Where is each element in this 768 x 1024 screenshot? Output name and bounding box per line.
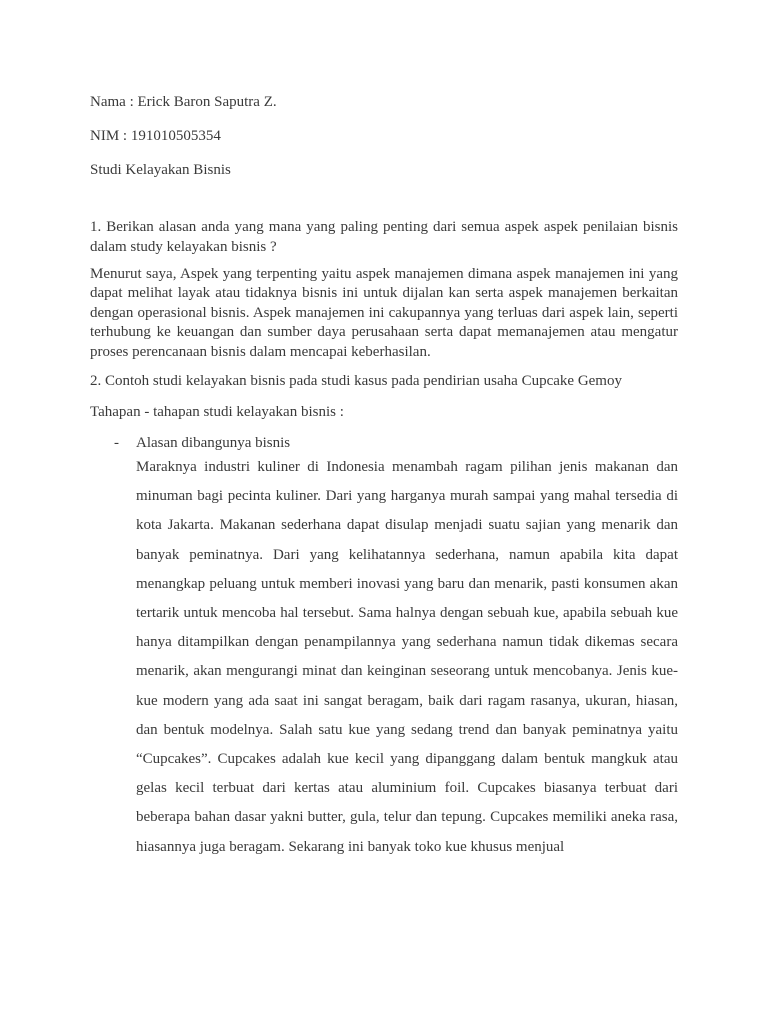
stages-intro: Tahapan - tahapan studi kelayakan bisnis : xyxy=(90,404,344,421)
spacer xyxy=(90,194,678,217)
bullet-dash: - xyxy=(114,435,119,452)
question-1: 1. Berikan alasan anda yang mana yang paling penting dari semua aspek aspek penilaian bisnis dalam study kelayakan bisnis ? xyxy=(90,219,678,255)
list-item-body: Maraknya industri kuliner di Indonesia menambah ragam pilihan jenis makanan dan minuman bagi pecinta kuliner. Dari yang harganya murah sampai yang mahal tersedia di kota Jakarta. Makanan sederhana dapat disulap menjadi suatu sajian yang menarik dan banyak peminatnya. Dari yang kelihatannya sederhana, namun apabila kita dapat menangkap peluang untuk memberi inovasi yang baru dan menarik, pasti konsumen akan tertarik untuk mencoba hal tersebut. Sama halnya dengan sebuah kue, apabila sebuah kue hanya ditampilkan dengan penampilannya yang sederhana namun tidak dikemas secara menarik, akan mengurangi minat dan keinginan seseorang untuk mencobanya. Jenis kue-kue modern yang ada saat ini sangat beragam, baik dari ragam rasanya, ukuran, hiasan, dan bentuk modelnya. Salah satu kue yang sedang trend dan banyak peminatnya yaitu “Cupcakes”. Cupcakes adalah kue kecil yang dipanggang dalam bentuk mangkuk atau gelas kecil terbuat dari kertas atau aluminium foil. Cupcakes biasanya terbuat dari beberapa bahan dasar yakni butter, gula, telur dan tepung. Cupcakes memiliki aneka rasa, hiasannya juga beragam. Sekarang ini banyak toko kue khusus menjual xyxy=(136,459,678,855)
student-name: Nama : Erick Baron Saputra Z. xyxy=(90,94,277,110)
student-nim: NIM : 191010505354 xyxy=(90,128,221,144)
question-2: 2. Contoh studi kelayakan bisnis pada studi kasus pada pendirian usaha Cupcake Gemoy xyxy=(90,373,622,390)
list-item xyxy=(90,433,678,862)
course-title: Studi Kelayakan Bisnis xyxy=(90,162,231,178)
stages-list xyxy=(90,433,678,862)
document-page xyxy=(90,92,678,862)
answer-1: Menurut saya, Aspek yang terpenting yaitu aspek manajemen dimana aspek manajemen ini yang dapat melihat layak atau tidaknya bisnis ini untuk dijalan kan serta aspek manajemen berkaitan dengan operasional bisnis. Aspek manajemen ini cakupannya yang terluas dari aspek lain, seperti terhubung ke keuangan dan sumber daya perusahaan serta dapat memanajemen atau mengatur proses perencanaan bisnis dalam mencapai keberhasilan. xyxy=(90,266,678,360)
list-item-title: Alasan dibangunya bisnis xyxy=(136,435,291,452)
